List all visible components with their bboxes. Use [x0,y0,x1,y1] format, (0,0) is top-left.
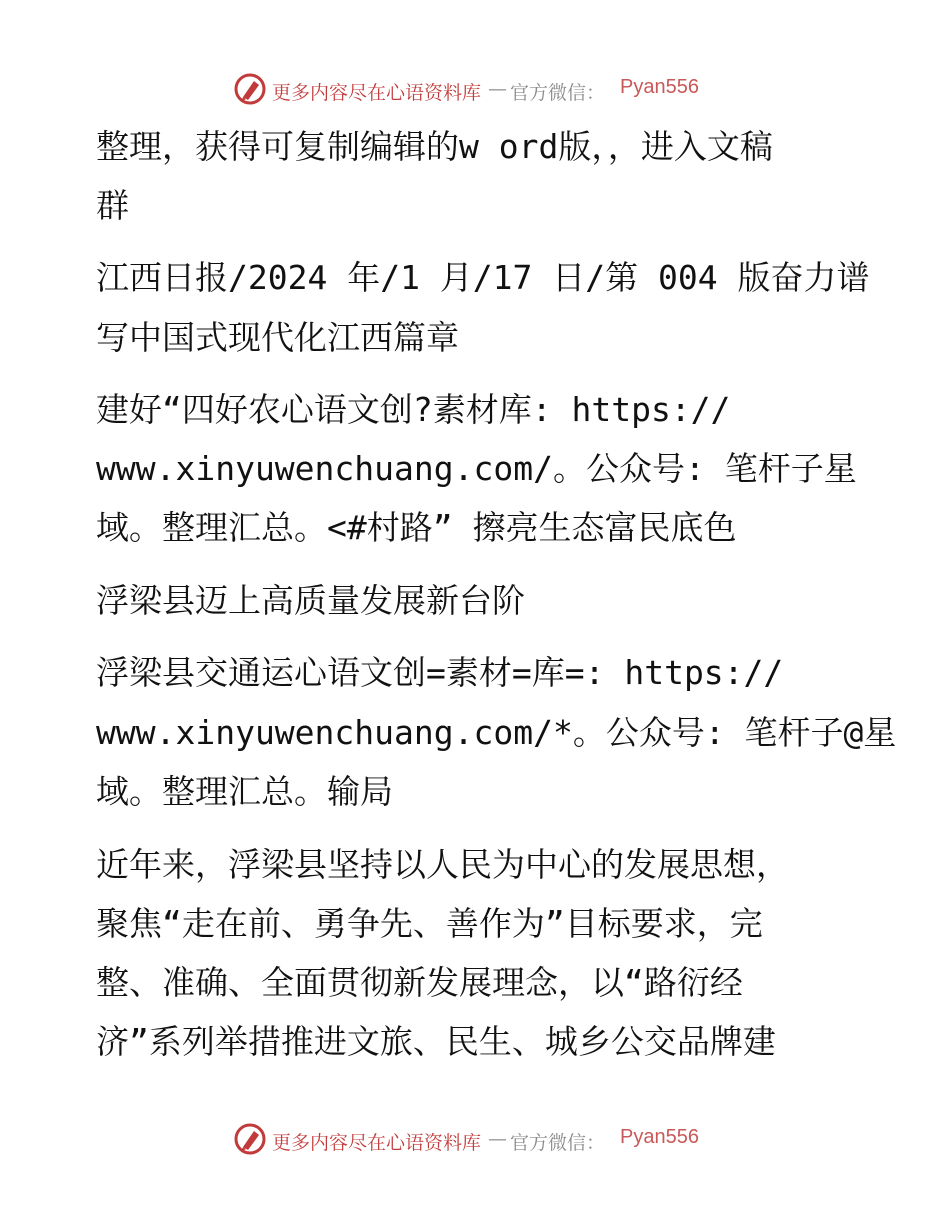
wechat-id: Pyan556 [620,76,699,98]
body-line: 域。整理汇总。输局 [96,772,393,811]
body-line: 浮梁县交通运心语文创=素材=库=: https:// [96,653,784,692]
wechat-id: Pyan556 [620,1126,699,1148]
header-banner [0,70,950,110]
body-line: 写中国式现代化江西篇章 [96,318,459,357]
body-line: 群 [96,186,129,225]
body-line: 浮梁县迈上高质量发展新台阶 [96,581,525,620]
site-name-text: 更多内容尽在心语资料库 [272,82,482,104]
body-line: www.xinyuwenchuang.com/*。公众号: 笔杆子@星 [96,713,897,752]
body-line: 域。整理汇总。<#村路” 擦亮生态富民底色 [96,508,737,547]
footer-banner [0,1120,950,1160]
wechat-label: 官方微信： [510,82,606,104]
body-line: 济”系列举措推进文旅、民生、城乡公交品牌建 [96,1022,776,1061]
pen-logo-icon [234,1122,266,1156]
body-line: 建好“四好农心语文创?素材库: https:// [96,390,731,429]
separator-dash: — [488,78,507,100]
body-line: 近年来，浮梁县坚持以人民为中心的发展思想， [96,845,789,884]
body-line: 聚焦“走在前、勇争先、善作为”目标要求，完 [96,904,763,943]
site-name-text: 更多内容尽在心语资料库 [272,1132,482,1154]
separator-dash: — [488,1128,507,1150]
body-line: www.xinyuwenchuang.com/。公众号: 笔杆子星 [96,449,857,488]
body-line: 整理，获得可复制编辑的w ord版，，进入文稿 [96,127,773,166]
body-line: 整、准确、全面贯彻新发展理念，以“路衍经 [96,963,743,1002]
body-line: 江西日报/2024 年/1 月/17 日/第 004 版奋力谱 [96,258,870,297]
wechat-label: 官方微信： [510,1132,606,1154]
pen-logo-icon [234,72,266,106]
